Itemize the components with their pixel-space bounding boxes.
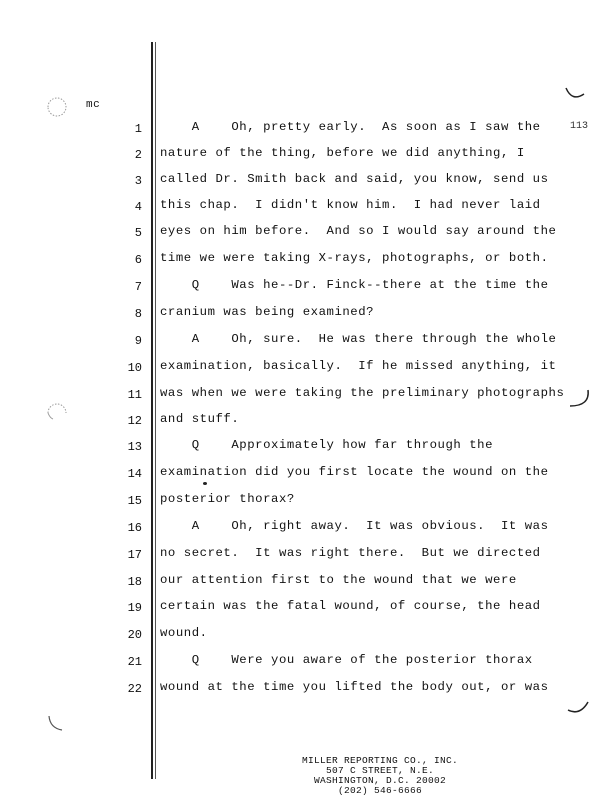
punch-hole-icon	[44, 400, 70, 426]
line-number: 16	[127, 521, 142, 535]
line-number: 4	[134, 200, 142, 214]
transcript-line: was when we were taking the preliminary photographs	[160, 386, 565, 400]
transcript-line: Q Approximately how far through the	[160, 438, 494, 452]
line-number: 1	[134, 122, 142, 136]
transcript-line: no secret. It was right there. But we directed	[160, 546, 541, 560]
margin-rule-thin	[155, 42, 156, 779]
line-number: 8	[134, 307, 142, 321]
punch-hole-icon	[44, 94, 70, 120]
transcript-line: wound at the time you lifted the body out, or was	[160, 680, 549, 694]
punch-hole-icon	[44, 710, 70, 736]
transcript-line: nature of the thing, before we did anything, I	[160, 146, 525, 160]
footer-phone: (202) 546-6666	[337, 785, 422, 796]
transcript-line: A Oh, sure. He was there through the whole	[160, 332, 557, 346]
transcript-line: examination did you first locate the wound on the	[160, 465, 549, 479]
transcript-line: time we were taking X-rays, photographs, or both.	[160, 251, 549, 265]
transcript-line: this chap. I didn't know him. I had never laid	[160, 198, 541, 212]
line-number: 17	[127, 548, 142, 562]
transcript-line: wound.	[160, 626, 208, 640]
margin-rule-thick	[151, 42, 153, 779]
line-number: 22	[127, 682, 142, 696]
transcript-line: A Oh, right away. It was obvious. It was	[160, 519, 549, 533]
transcript-line: and stuff.	[160, 412, 240, 426]
footer-street: 507 C STREET, N.E.	[325, 765, 435, 776]
punch-hole-icon	[564, 694, 592, 718]
line-number: 6	[134, 253, 142, 267]
transcript-line: cranium was being examined?	[160, 305, 375, 319]
line-number: 9	[134, 334, 142, 348]
line-number: 12	[127, 414, 142, 428]
transcript-line: called Dr. Smith back and said, you know, send us	[160, 172, 549, 186]
footer-company: MILLER REPORTING CO., INC.	[301, 755, 459, 766]
line-number: 5	[134, 226, 142, 240]
footer-city: WASHINGTON, D.C. 20002	[313, 775, 447, 786]
line-number: 3	[134, 174, 142, 188]
line-number: 2	[134, 148, 142, 162]
line-number: 13	[127, 440, 142, 454]
reporter-initials: mc	[86, 99, 101, 111]
punch-hole-icon	[564, 386, 592, 412]
line-number: 11	[127, 388, 142, 402]
line-number: 20	[127, 628, 142, 642]
page-number: 113	[570, 121, 589, 132]
transcript-line: our attention first to the wound that we were	[160, 573, 517, 587]
transcript-line: eyes on him before. And so I would say around the	[160, 224, 557, 238]
transcript-line: certain was the fatal wound, of course, the head	[160, 599, 541, 613]
transcript-line: examination, basically. If he missed anything, it	[160, 359, 557, 373]
ink-blot	[203, 482, 207, 485]
transcript-line: Q Were you aware of the posterior thorax	[160, 653, 533, 667]
line-number: 19	[127, 601, 142, 615]
line-number: 21	[127, 655, 142, 669]
line-number: 18	[127, 575, 142, 589]
line-number: 7	[134, 280, 142, 294]
line-number: 10	[127, 361, 142, 375]
transcript-line: posterior thorax?	[160, 492, 295, 506]
line-number: 14	[127, 467, 142, 481]
punch-hole-icon	[560, 84, 590, 106]
transcript-line: A Oh, pretty early. As soon as I saw the	[160, 120, 541, 134]
transcript-line: Q Was he--Dr. Finck--there at the time the	[160, 278, 549, 292]
line-number: 15	[127, 494, 142, 508]
